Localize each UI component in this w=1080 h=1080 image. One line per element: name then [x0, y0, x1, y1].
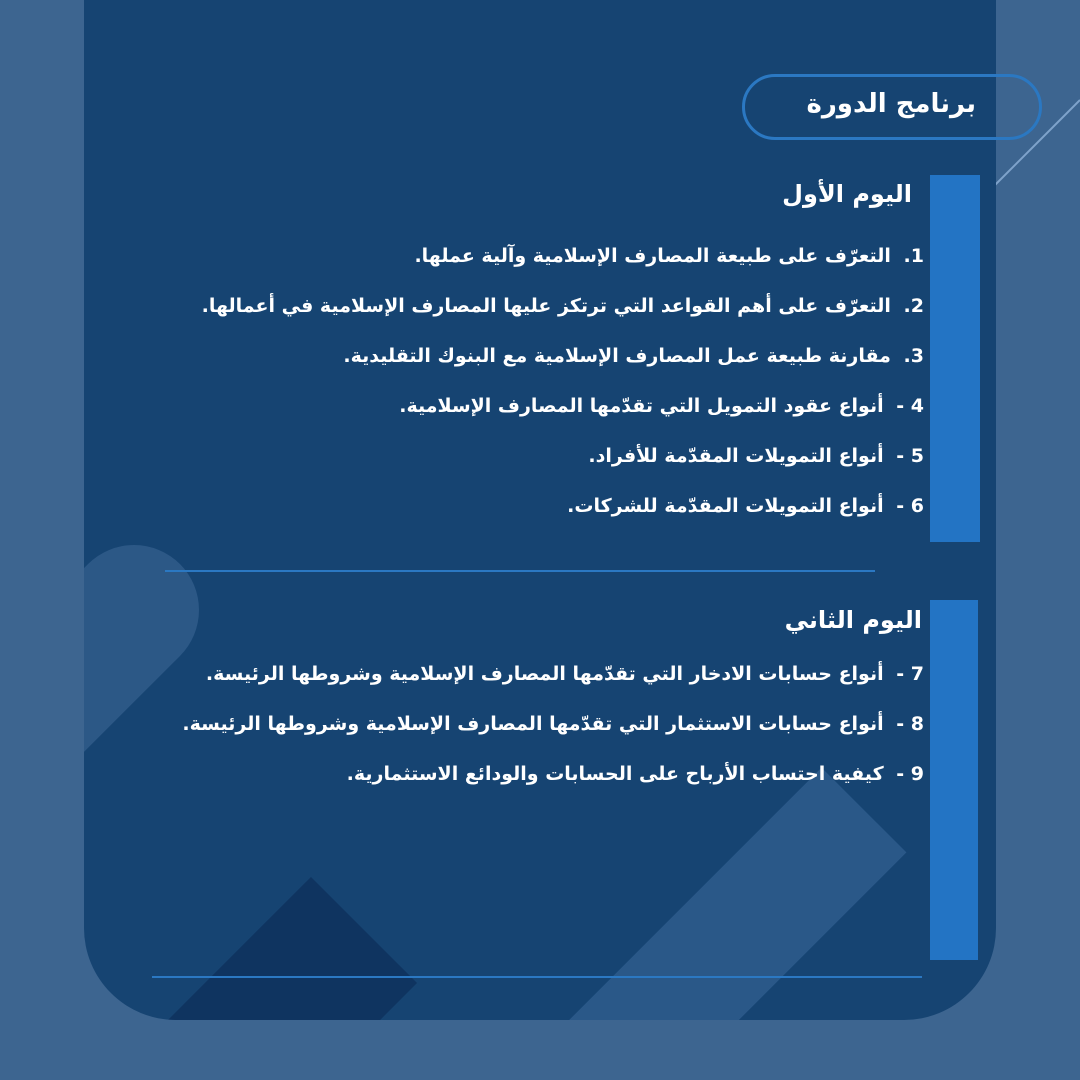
item-text: كيفية احتساب الأرباح على الحسابات والودائع الاستثمارية.: [346, 763, 884, 785]
item-number: 6 -: [896, 495, 924, 517]
day1-item: [343, 343, 924, 369]
bottom-divider: [152, 976, 922, 978]
day1-accent-bar: [930, 175, 980, 542]
day1-item: [414, 243, 924, 269]
item-text: أنواع حسابات الادخار التي تقدّمها المصارف الإسلامية وشروطها الرئيسة.: [205, 663, 884, 685]
day2-item: [206, 661, 924, 687]
item-number: 2.: [903, 295, 924, 317]
item-text: أنواع عقود التمويل التي تقدّمها المصارف الإسلامية.: [399, 395, 884, 417]
item-number: 7 -: [896, 663, 924, 685]
item-number: 5 -: [896, 445, 924, 467]
day1-item: [588, 443, 924, 469]
item-text: التعرّف على طبيعة المصارف الإسلامية وآلية عملها.: [414, 245, 891, 267]
day2-item: [347, 761, 924, 787]
item-text: مقارنة طبيعة عمل المصارف الإسلامية مع البنوك التقليدية.: [343, 345, 891, 367]
day1-heading: اليوم الأول: [782, 180, 912, 208]
item-text: أنواع التمويلات المقدّمة للأفراد.: [588, 445, 884, 467]
item-number: 3.: [903, 345, 924, 367]
item-number: 9 -: [896, 763, 924, 785]
item-number: 8 -: [896, 713, 924, 735]
day1-item: [567, 493, 924, 519]
item-text: أنواع حسابات الاستثمار التي تقدّمها المصارف الإسلامية وشروطها الرئيسة.: [182, 713, 884, 735]
item-text: أنواع التمويلات المقدّمة للشركات.: [567, 495, 884, 517]
day2-accent-bar: [930, 600, 978, 960]
day2-heading: اليوم الثاني: [784, 606, 922, 634]
section-divider: [165, 570, 875, 572]
page-title: برنامج الدورة: [806, 89, 976, 119]
item-number: 4 -: [896, 395, 924, 417]
day1-item: [399, 393, 924, 419]
day1-item: [202, 293, 924, 319]
day2-item: [182, 711, 924, 737]
item-number: 1.: [903, 245, 924, 267]
item-text: التعرّف على أهم القواعد التي ترتكز عليها المصارف الإسلامية في أعمالها.: [201, 295, 891, 317]
